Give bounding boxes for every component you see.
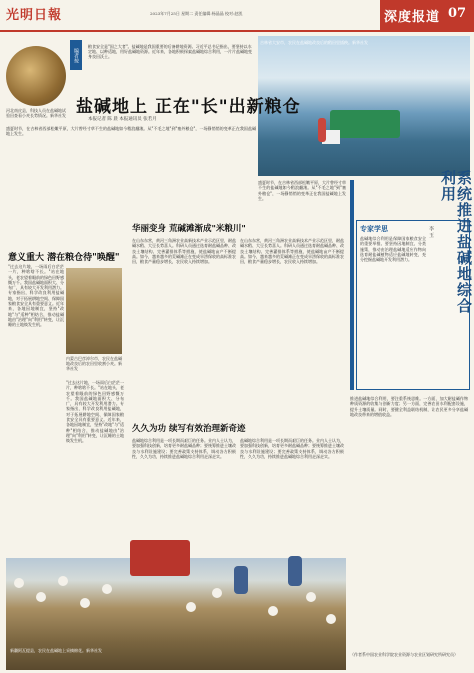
page-number: 07 bbox=[448, 6, 467, 21]
cotton-harvester bbox=[130, 540, 190, 576]
expert-column-heading: 专家学思 bbox=[360, 225, 388, 233]
editor-note-text: 粮食安全是"国之大者"。盐碱地是我国重要的后备耕地资源。习近平总书记指出，要坚持以水定地、以种适地，用好盐碱地资源。近年来，各地积极探索盐碱地综合利用，一片片盐碱地变身良田沃土。 bbox=[88, 44, 252, 60]
section-2-text-cont: 在山东东营，黄河三角洲农业高新技术产业示范区里，耐盐碱水稻、大豆长势喜人。科研人员通过选育耐盐碱品种、改良土壤结构、完善灌排体系等措施，使盐碱地亩产不断提高。如今，越来越多的荒碱滩正在变成旱涝保收的高标准农田，粮食产量稳步增长，农民收入持续增加。 bbox=[240, 238, 344, 265]
date-line: 2023年7月25日 星期二 责任编辑:杨晶晶 校对:赵凯 bbox=[150, 11, 243, 16]
opinion-title: 系统推进盐碱地综合利用 bbox=[439, 170, 473, 314]
section-1-text: "过去这片地，一场雨后白茫茫一片，种啥啥不长。"站在地头，老农望着眼前的绿色田野感慨万千。我国盐碱地面积大、分布广，具有较大开发利用潜力。专家指出，科学改良利用盐碱地，对于拓展耕地空间、保障国家粮食安全具有重要意义。近年来，各地因地制宜，坚持"改地"与"适种"相结合，推动盐碱地由"治理"向"利用"转变，让沉睡的土地焕发生机。 bbox=[8, 264, 64, 328]
opinion-text: 推进盐碱地综合利用，要注重系统思维。一方面，加大耐盐碱作物种质资源的收集与创新力度；另一方面，完善农田水利配套设施，提升土壤质量。同时，要健全利益联结机制，让农民更多分享盐碱地改良带来的增值收益。 bbox=[350, 396, 468, 417]
section-1-text-cont: "过去这片地，一场雨后白茫茫一片，种啥啥不长。"站在地头，老农望着眼前的绿色田野感慨万千。我国盐碱地面积大、分布广，具有较大开发利用潜力。专家指出，科学改良利用盐碱地，对于拓展耕地空间、保障国家粮食安全具有重要意义。近年来，各地因地制宜，坚持"改地"与"适种"相结合，推动盐碱地由"治理"向"利用"转变，让沉睡的土地焕发生机。 bbox=[66, 380, 124, 444]
wheat-photo bbox=[6, 46, 66, 106]
farmer-figure-2 bbox=[288, 556, 302, 586]
opinion-author: 李 玉 bbox=[428, 226, 434, 238]
section-heading-3: 久久为功 续写有效治理新奇迹 bbox=[132, 424, 246, 434]
opinion-accent-bar bbox=[350, 180, 354, 390]
author-note: （作者系中国农业科学院农业资源与农业区划研究所研究员） bbox=[350, 652, 458, 657]
hero-photo-caption: 吉林省大安市，农民在盐碱地改良后的稻田里插秧。新华社发 bbox=[260, 40, 368, 45]
farmer-figure-1 bbox=[234, 566, 248, 594]
masthead-rule bbox=[0, 30, 474, 32]
expert-column-text: 盐碱地综合利用是保障国家粮食安全的重要举措。要坚持因地制宜、分类施策，推动由治理盐碱地适应作物向选育耐盐碱植物适应盐碱地转变，充分挖掘盐碱地开发利用潜力。 bbox=[360, 236, 426, 263]
cotton-photo-caption: 新疆阿瓦提县，农民在盐碱地上采摘棉花。新华社发 bbox=[10, 648, 102, 653]
byline: 本报记者 陈 晨 本报通讯员 张若月 bbox=[88, 117, 157, 122]
lead-paragraph: 盛夏时节，在吉林省西部松嫩平原，大片曾经寸草不生的盐碱地如今稻浪翻滚。从"不毛之地"到"塞外粮仓"，一场静悄悄的变革正在我国盐碱地上发生。 bbox=[6, 126, 256, 137]
section-title: 深度报道 bbox=[384, 10, 441, 25]
top-photo-caption: 河北南皮县，科技人员在盐碱地试验田查看小麦长势情况。新华社发 bbox=[6, 108, 66, 118]
rice-transplanter bbox=[330, 110, 400, 138]
section-2-text: 在山东东营，黄河三角洲农业高新技术产业示范区里，耐盐碱水稻、大豆长势喜人。科研人员通过选育耐盐碱品种、改良土壤结构、完善灌排体系等措施，使盐碱地亩产不断提高。如今，越来越多的荒碱滩正在变成旱涝保收的高标准农田，粮食产量稳步增长，农民收入持续增加。 bbox=[132, 238, 236, 265]
right-top-text: 盛夏时节，在吉林省西部松嫩平原，大片曾经寸草不生的盐碱地如今稻浪翻滚。从"不毛之地"到"塞外粮仓"，一场静悄悄的变革正在我国盐碱地上发生。 bbox=[258, 180, 346, 201]
section-heading-2: 华丽变身 荒碱滩渐成"米粮川" bbox=[132, 224, 246, 234]
section-heading-1: 意义重大 潜在粮仓待"唤醒" bbox=[8, 253, 120, 263]
main-headline: 盐碱地上 正在"长"出新粮仓 bbox=[76, 97, 301, 117]
harvest-photo bbox=[66, 268, 122, 354]
farmer-figure bbox=[318, 118, 326, 142]
editor-note-tag: 编者按 bbox=[70, 40, 82, 70]
newspaper-logo: 光明日報 bbox=[6, 8, 63, 23]
section-3-text-cont: 盐碱地综合利用是一项长期而艰巨的任务。业内人士认为，要加强科技创新，培育更多耐盐碱品种；要统筹推进土壤改良与水利设施建设；要完善政策支持体系，调动各方积极性，久久为功，持续推进盐碱地综合利用走深走实。 bbox=[240, 438, 344, 459]
harvest-photo-caption: 内蒙古巴彦淖尔市，农民在盐碱地改良后的农田里收割小麦。新华社发 bbox=[66, 356, 122, 371]
section-3-text: 盐碱地综合利用是一项长期而艰巨的任务。业内人士认为，要加强科技创新，培育更多耐盐碱品种；要统筹推进土壤改良与水利设施建设；要完善政策支持体系，调动各方积极性，久久为功，持续推进盐碱地综合利用走深走实。 bbox=[132, 438, 236, 459]
